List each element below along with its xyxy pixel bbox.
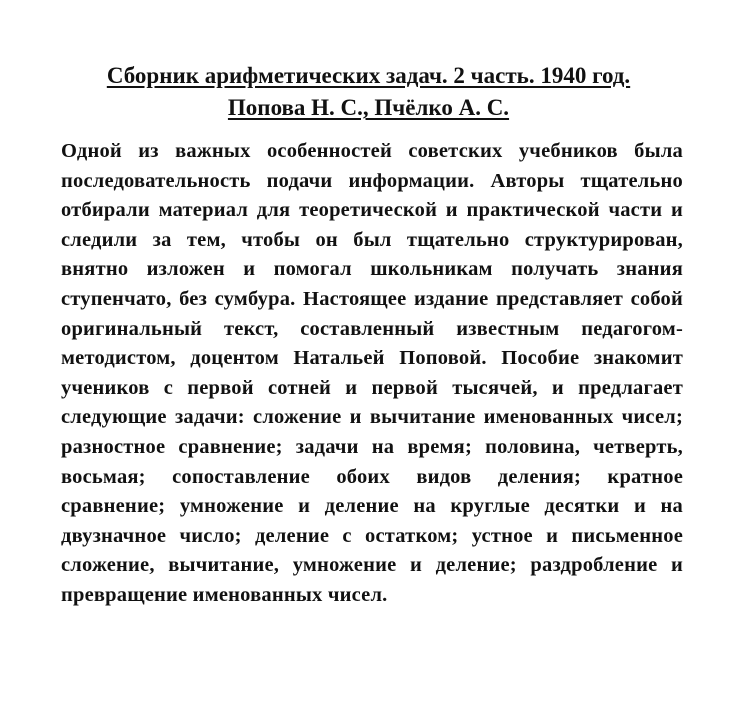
document-body: Одной из важных особенностей советских учебников была последовательность подачи информации. Авторы тщательно отбирали материал для теоретической и практической части и следили за тем, чтобы он был тщательно структурирован, внятно изложен и помогал школьникам получать знания ступенчато, без сумбура. Настоящее издание представляет собой оригинальный текст, составленный известным педагогом-методистом, доцентом Натальей Поповой. Пособие знакомит учеников с первой сотней и первой тысячей, и предлагает следующие задачи: сложение и вычитание именованных чисел; разностное сравнение; задачи на время; половина, четверть, восьмая; сопоставление обоих видов деления; кратное сравнение; умножение и деление на круглые десятки и на двузначное число; деление с остатком; устное и письменное сложение, вычитание, умножение и деление; раздробление и превращение именованных чисел.: [61, 140, 683, 606]
title-line-1: [0, 60, 737, 92]
title-text-2: Попова Н. С., Пчёлко А. С.: [227, 95, 510, 120]
title-text-1: Сборник арифметических задач. 2 часть. 1940 год.: [106, 63, 631, 88]
title-line-2: [0, 92, 737, 124]
document-title: [0, 60, 737, 124]
